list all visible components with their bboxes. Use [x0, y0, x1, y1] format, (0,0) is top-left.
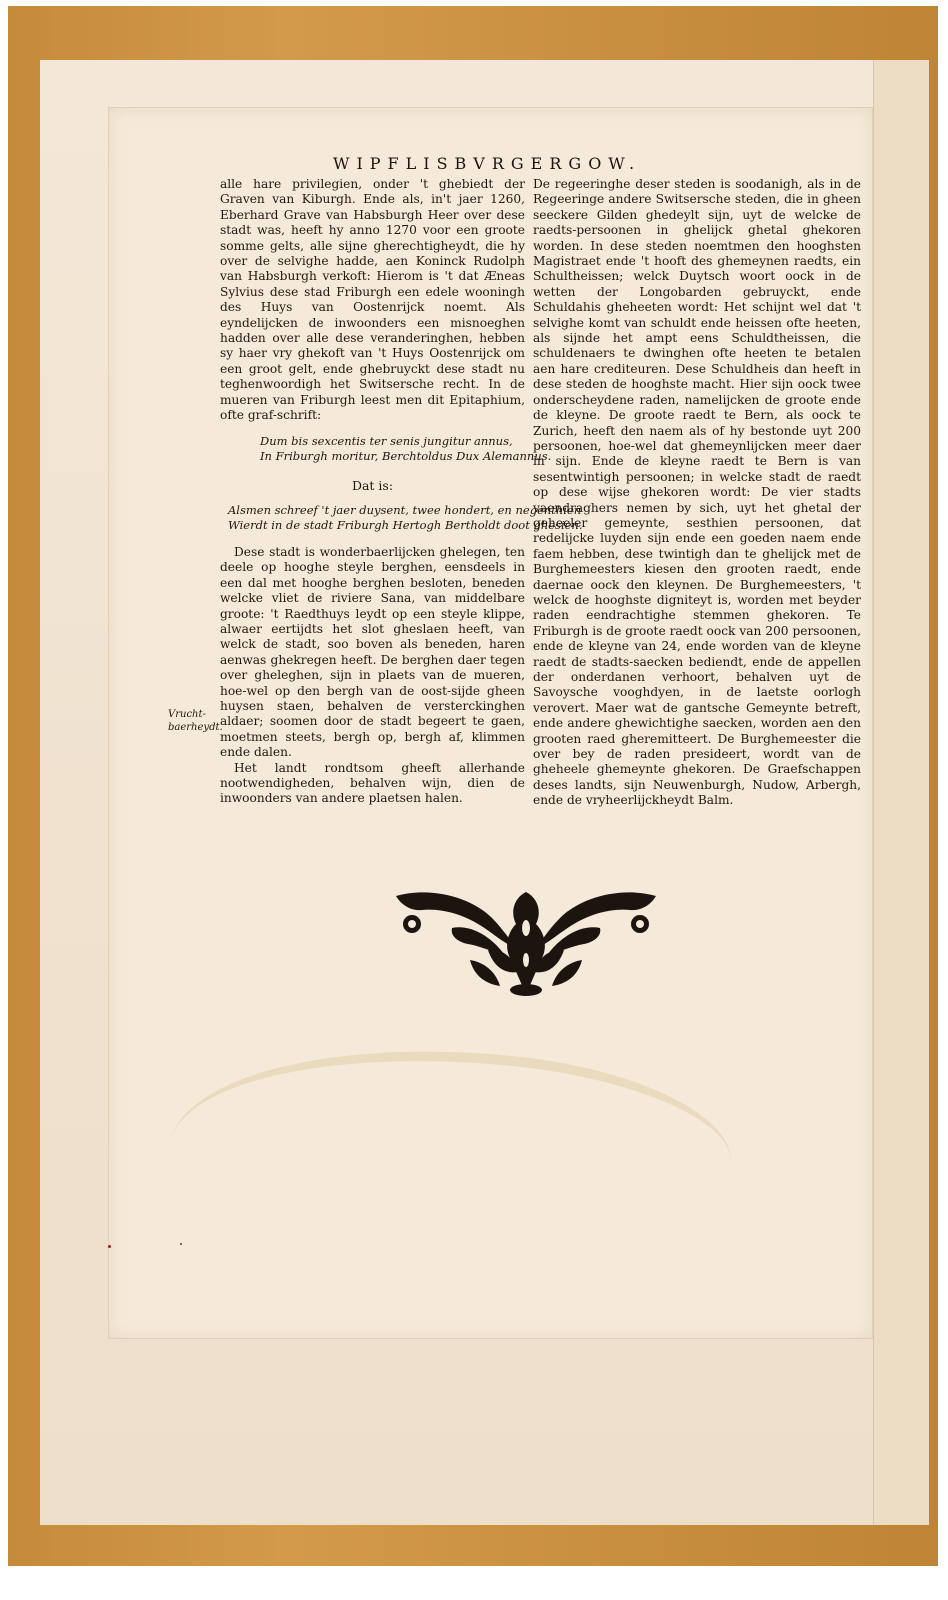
ink-spot [180, 1243, 182, 1245]
margin-note: Vrucht-baerheydt. [168, 709, 223, 733]
tailpiece-ornament-icon [392, 888, 660, 1000]
latin-epitaph [260, 433, 552, 464]
left-column [220, 177, 583, 807]
left-paragraph-1: alle hare privilegien, onder 't ghebiedt der Graven van Kiburgh. Ende als, in't jaer 1260, Eberhard Grave van Habsburgh Heer over dese stadt was, heeft hy anno 1270 voor een groote somme gelts, alle sijne gherechtigheydt, die hy over de selvighe hadde, aen Koninck Rudolph van Habsburgh verkoft: Hierom is 't dat Æneas Sylvius dese stad Friburgh een edele wooningh des Huys van Oostenrijck noemt. Als eyndelijcken de inwoonders een misnoeghen hadden over alle dese veranderinghen, hebben sy haer vry ghekoft van 't Huys Oostenrijck om een groot gelt, ende ghebruyckt dese stadt nu teghenwoordigh het Switsersche recht. In de mueren van Friburgh leest men dit Epitaphium, ofte graf-schrift: [220, 177, 525, 423]
latin-line: In Friburgh moritur, Berchtoldus Dux Alemannus. [260, 448, 552, 463]
dutch-line: Alsmen schreef 't jaer duysent, twee hondert, en negenthien [228, 502, 582, 517]
left-paragraph-2: Dese stadt is wonderbaerlijcken ghelegen, ten deele op hooghe steyle berghen, eensdeels in een dal met hooghe berghen besloten, beneden welcke vliet de riviere Sana, van middelbare groote: 't Raedthuys leydt op een steyle klippe, alwaer eertijdts het slot gheslaen heeft, van welck de stadt, soo boven als beneden, haren aenwas ghekregen heeft. De berghen daer tegen over gheleghen, sijn in plaets van de mueren, hoe-wel op den bergh van de oost-sijde gheen huysen staen, behalven de versterckinghen aldaer; soomen door de stadt begeert te gaen, moetmen steets, bergh op, bergh af, klimmen ende dalen. [220, 544, 525, 760]
running-head: WIPFLISBVRGERGOW. [333, 154, 642, 173]
dutch-epitaph [228, 502, 583, 533]
latin-line: Dum bis sexcentis ter senis jungitur annus, [260, 433, 513, 448]
right-column [533, 177, 861, 809]
ink-spot [108, 1245, 111, 1248]
left-paragraph-3: Het landt rondtsom gheeft allerhande nootwendigheden, behalven wijn, dien de inwoonders van andere plaetsen halen. [220, 760, 525, 806]
right-paragraph: De regeeringhe deser steden is soodanigh, als in de Regeeringe andere Switsersche steden, die in gheen seeckere Gilden ghedeylt sijn, uyt de welcke de raedts-persoonen in ghelijck ghetal ghekoren worden. In dese steden noemtmen den hooghsten Magistraet ende 't hooft des ghemeynen raedts, ein Schultheissen; welck Duytsch woort oock in de wetten der Longobarden gebruyckt, ende Schuldahis gheheeten wordt: Het schijnt wel dat 't selvighe komt van schuldt ende heissen ofte heeten, als sijnde het ampt eens Schuldtheissen, die schuldenaers te dwinghen ofte heeten te betalen aen hare crediteuren. Dese Schuldheis dan heeft in dese steden de hooghste macht. Hier sijn oock twee onderscheydene raden, namelijcken de groote ende de kleyne. De groote raedt te Bern, als oock te Zurich, heeft den naem als of hy bestonde uyt 200 persoonen, hoe-wel dat ghemeynlijcken meer daer in sijn. Ende de kleyne raedt te Bern is van sesentwintigh persoonen; in welcke stadt de raedt op dese wijse ghekoren wordt: De vier stadts vaendraghers nemen by sich, uyt het ghetal der geheeler gemeynte, sesthien persoonen, dat redelijcke luyden sijn ende een goeden naem ende faem hebben, dese twintigh dan te ghelijck met de Burghemeesters kiesen den grooten raedt, ende daernae oock den kleynen. De Burghemeesters, 't welck de hooghste digniteyt is, worden met beyder raden eendrachtighe stemmen ghekoren. Te Friburgh is de groote raedt oock van 200 persoonen, ende de kleyne van 24, ende worden van de kleyne raedt de stadts-saecken bediendt, ende de appellen der onderdanen verhoort, behalven uyt de Savoysche vooghdyen, in de laetste oorlogh verovert. Maer wat de gantsche Gemeynte betreft, ende andere ghewichtighe saecken, worden aen den grooten raed gheremitteert. De Burghemeester die over bey de raden presideert, wordt van de gheheele ghemeynte ghekoren. De Graefschappen deses landts, sijn Neuwenburgh, Nudow, Arbergh, ende de vryheerlijckheydt Balm. [533, 177, 861, 808]
dutch-line: Wierdt in de stadt Friburgh Hertogh Bertholdt doot ghesien. [228, 517, 583, 532]
paper-leaf-edge [873, 60, 929, 1525]
dat-is-heading: Dat is: [351, 477, 394, 493]
